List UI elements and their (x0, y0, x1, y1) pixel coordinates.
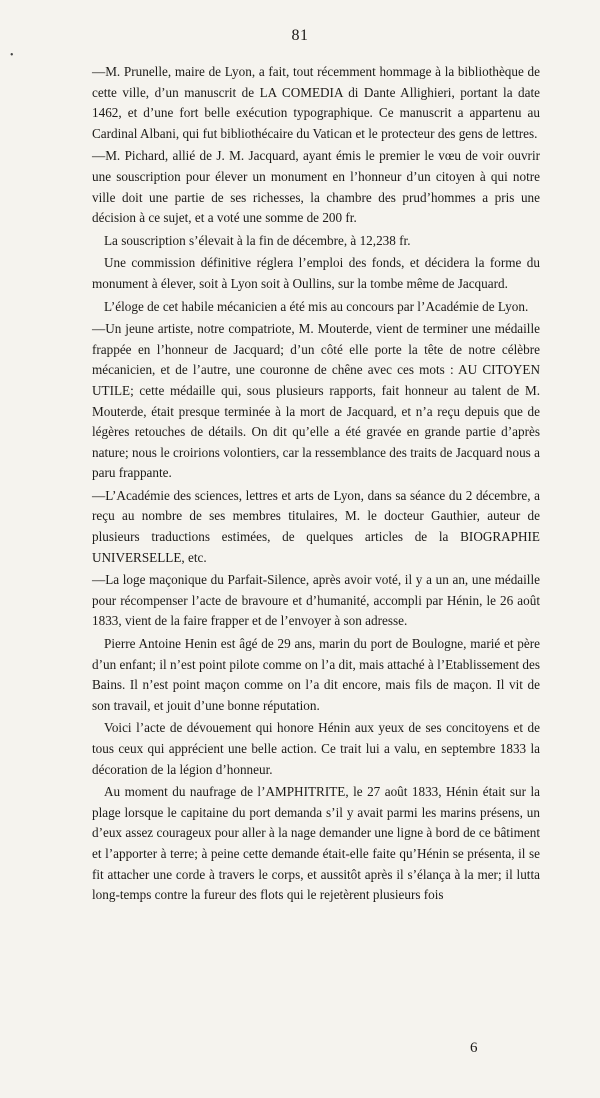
paragraph-naufrage: Au moment du naufrage de l’AMPHITRITE, le 27 août 1833, Hénin était sur la plage lorsque le capitaine du port demanda s’il y avait parmi les marins présens, un d’eux assez courageux pour aller à la nage demander une ligne à bord de ce bâtiment et l’apporter à terre; à peine cette demande était-elle faite qu’Hénin se présenta, il se fit attacher une corde à travers le corps, et aussitôt après il s’élança à la mer; il lutta long-temps contre la fureur des flots qui le rejetèrent plusieurs fois (92, 784, 540, 903)
paragraph-eloge: L’éloge de cet habile mécanicien a été mis au concours par l’Académie de Lyon. (104, 298, 529, 314)
paragraph-souscription: La souscription s’élevait à la fin de décembre, à 12,238 fr. (104, 232, 411, 248)
paragraph-academie: —L’Académie des sciences, lettres et arts de Lyon, dans sa séance du 2 décembre, a reçu au nombre de ses membres titulaires, M. le docteur Gauthier, auteur de plusieurs traductions estimées, de quelques articles de la BIOGRAPHIE UNIVERSELLE, etc. (92, 487, 540, 565)
paragraph-mouterde: —Un jeune artiste, notre compatriote, M. Mouterde, vient de terminer une médaille frappée en l’honneur de Jacquard; d’un côté elle porte la tête de notre célèbre mécanicien, et de l’autre, une couronne de chêne avec ces mots : AU CITOYEN UTILE; cette médaille qui, sous plusieurs rapports, fait honneur au talent de M. Mouterde, était presque terminée à la mort de Jacquard, et n’a reçu depuis que de légères retouches de détails. On dit qu’elle a été gravée en grande partie d’après nature; nous le croirions volontiers, car la ressemblance des traits de Jacquard nous a paru frappante. (92, 321, 540, 481)
signature-mark: 6 (470, 1040, 478, 1056)
paragraph-prunelle: —M. Prunelle, maire de Lyon, a fait, tout récemment hommage à la bibliothèque de cette ville, d’un manuscrit de LA COMEDIA di Dante Allighieri, portant la date 1462, et d’une fort belle exécution typographique. Ce manuscrit a appartenu au Cardinal Albani, qui fut bibliothécaire du Vatican et le protecteur des gens de lettres. (92, 64, 540, 141)
article-body (92, 62, 540, 908)
page-number: 81 (291, 27, 309, 44)
paragraph-commission: Une commission définitive réglera l’emploi des fonds, et décidera la forme du monument à élever, soit à Lyon soit à Oullins, sur la tombe même de Jacquard. (92, 255, 540, 291)
margin-mark: • (10, 50, 14, 61)
paragraph-pichard: —M. Pichard, allié de J. M. Jacquard, ayant émis le premier le vœu de voir ouvrir une souscription pour élever un monument en l’honneur d’un citoyen à qui notre ville doit une partie de ses richesses, la chambre des prud’hommes a pris une décision à ce sujet, et a voté une somme de 200 fr. (92, 148, 540, 226)
paragraph-loge: —La loge maçonique du Parfait-Silence, après avoir voté, il y a un an, une médaille pour récompenser l’acte de bravoure et d’humanité, accompli par Hénin, le 26 août 1833, vient de la faire frapper et de l’envoyer à son adresse. (92, 572, 540, 629)
paragraph-devouement: Voici l’acte de dévouement qui honore Hénin aux yeux de ses concitoyens et de tous ceux qui apprécient une belle action. Ce trait lui a valu, en septembre 1833 la décoration de la légion d’honneur. (92, 720, 540, 777)
paragraph-henin-bio: Pierre Antoine Henin est âgé de 29 ans, marin du port de Boulogne, marié et père d’un enfant; il n’est point pilote comme on l’a dit, mais attaché à l’Etablissement des Bains. Il n’est point maçon comme on l’a dit encore, mais fils de maçon. Il vit de son travail, et jouit d’une bonne réputation. (92, 636, 540, 713)
